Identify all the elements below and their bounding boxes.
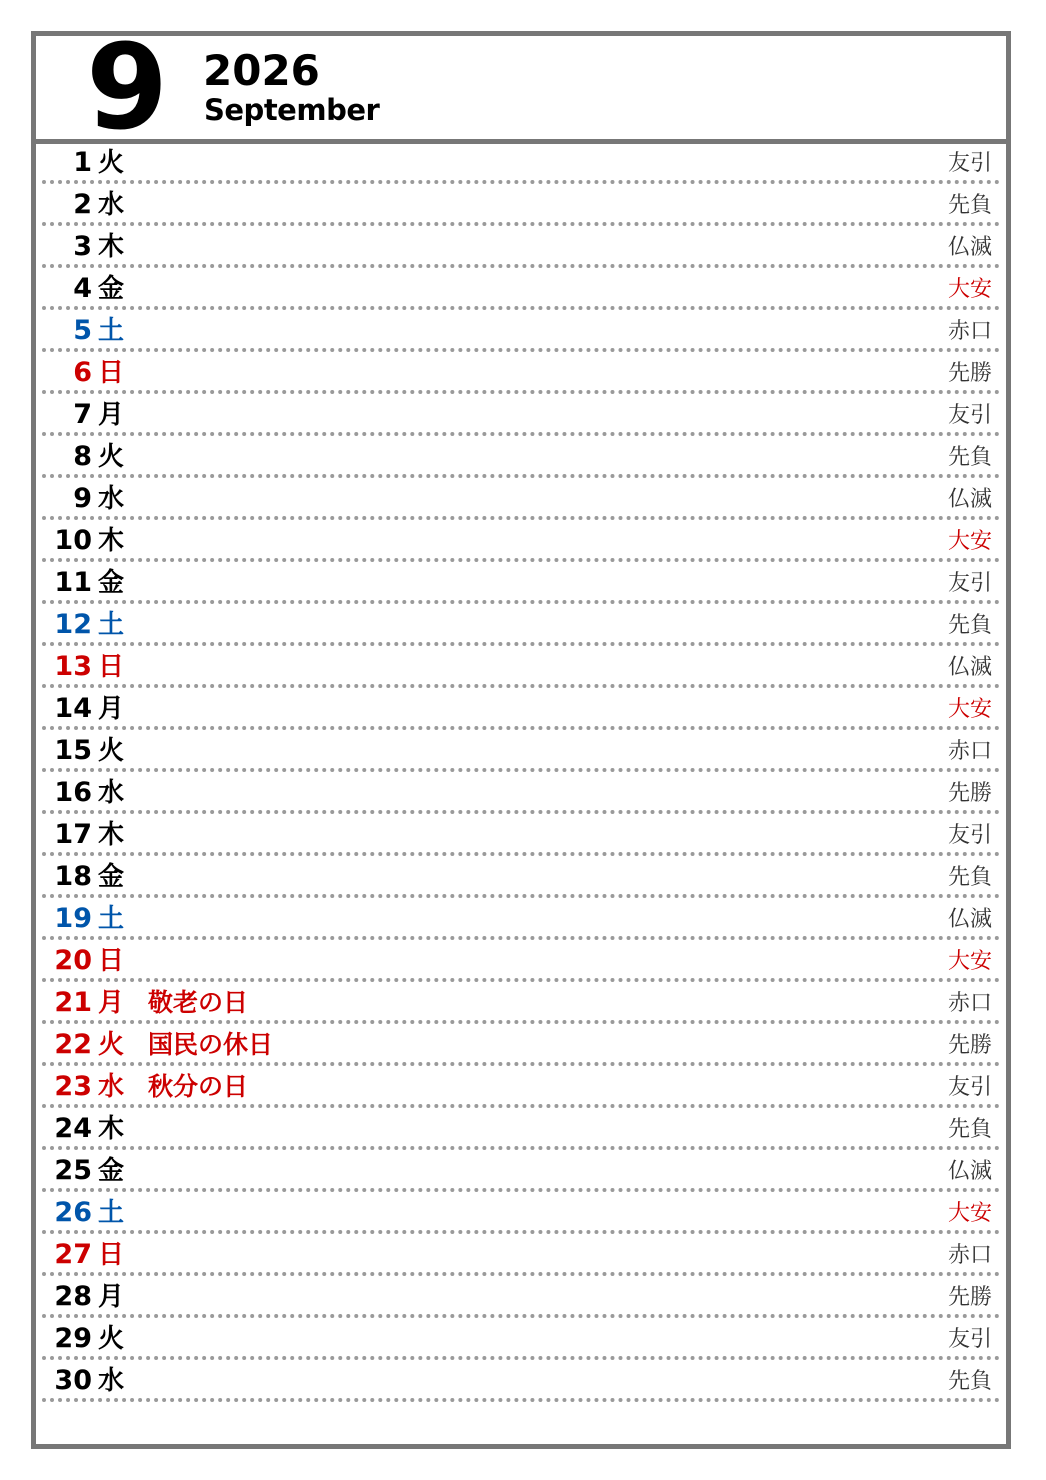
day-of-week: 水 [98,778,125,808]
rokuyo-label: 友引 [947,1075,992,1100]
rokuyo-label: 大安 [947,529,992,554]
rokuyo-label: 赤口 [947,991,992,1016]
day-of-week: 水 [98,1072,125,1102]
day-number: 4 [73,273,92,304]
rokuyo-label: 仏滅 [947,487,992,512]
calendar-frame [31,18,1011,1449]
day-row [36,1320,1006,1362]
day-of-week: 土 [98,904,125,934]
day-row [36,270,1006,312]
rokuyo-label: 友引 [947,571,992,596]
day-row [36,1194,1006,1236]
rokuyo-label: 仏滅 [947,1159,992,1184]
holiday-name: 敬老の日 [148,988,249,1017]
day-row [36,186,1006,228]
day-row [36,984,1006,1026]
day-of-week: 火 [98,148,125,178]
day-of-week: 水 [98,484,125,514]
rokuyo-label: 大安 [947,1201,992,1226]
day-of-week: 金 [98,274,125,304]
rokuyo-label: 友引 [947,151,992,176]
day-row [36,774,1006,816]
day-row [36,354,1006,396]
day-of-week: 日 [98,1240,125,1270]
day-row [36,732,1006,774]
day-row [36,1362,1006,1404]
rokuyo-label: 赤口 [947,319,992,344]
day-of-week: 火 [98,1030,125,1060]
holiday-name: 秋分の日 [148,1072,249,1101]
day-of-week: 火 [98,1324,125,1354]
day-number: 17 [54,819,92,850]
day-row [36,1026,1006,1068]
rokuyo-label: 先勝 [947,1033,992,1058]
day-of-week: 水 [98,1366,125,1396]
day-row [36,1278,1006,1320]
day-of-week: 月 [98,988,125,1018]
rokuyo-label: 先負 [947,1117,992,1142]
day-row [36,396,1006,438]
rokuyo-label: 友引 [947,823,992,848]
calendar-header [36,18,1006,156]
rokuyo-label: 仏滅 [947,655,992,680]
day-number: 29 [54,1323,92,1354]
rokuyo-label: 友引 [947,1327,992,1352]
rokuyo-label: 先勝 [947,781,992,806]
day-number: 8 [73,441,92,472]
day-row [36,648,1006,690]
rokuyo-label: 赤口 [947,1243,992,1268]
day-of-week: 月 [98,1282,125,1312]
day-of-week: 木 [98,232,125,262]
day-number: 19 [54,903,92,934]
day-number: 14 [54,693,92,724]
day-of-week: 土 [98,610,125,640]
day-number: 6 [73,357,92,388]
day-row [36,942,1006,984]
day-number: 20 [54,945,92,976]
day-row [36,522,1006,564]
day-of-week: 金 [98,862,125,892]
day-of-week: 木 [98,820,125,850]
day-of-week: 火 [98,442,125,472]
rokuyo-label: 先負 [947,613,992,638]
month-name: September [204,93,380,127]
rokuyo-label: 仏滅 [947,235,992,260]
day-number: 22 [54,1029,92,1060]
day-number: 28 [54,1281,92,1312]
day-row [36,144,1006,186]
rokuyo-label: 先負 [947,1369,992,1394]
year-label: 2026 [203,46,320,95]
day-row [36,816,1006,858]
day-of-week: 金 [98,1156,125,1186]
day-number: 24 [54,1113,92,1144]
day-number: 9 [73,483,92,514]
rokuyo-label: 大安 [947,277,992,302]
day-row [36,228,1006,270]
day-of-week: 木 [98,526,125,556]
day-of-week: 日 [98,946,125,976]
day-row [36,480,1006,522]
rokuyo-label: 先勝 [947,1285,992,1310]
day-number: 21 [54,987,92,1018]
day-row [36,312,1006,354]
day-number: 13 [54,651,92,682]
day-of-week: 月 [98,400,125,430]
day-row [36,1068,1006,1110]
rokuyo-label: 仏滅 [947,907,992,932]
day-of-week: 木 [98,1114,125,1144]
day-row [36,690,1006,732]
day-number: 1 [73,147,92,178]
day-number: 23 [54,1071,92,1102]
rokuyo-label: 赤口 [947,739,992,764]
day-of-week: 金 [98,568,125,598]
day-number: 26 [54,1197,92,1228]
day-row [36,1236,1006,1278]
rokuyo-label: 先負 [947,445,992,470]
day-number: 11 [54,567,92,598]
day-of-week: 月 [98,694,125,724]
day-row [36,1110,1006,1152]
day-number: 25 [54,1155,92,1186]
day-of-week: 水 [98,190,125,220]
day-number: 7 [73,399,92,430]
day-of-week: 土 [98,316,125,346]
day-of-week: 日 [98,358,125,388]
day-of-week: 日 [98,652,125,682]
day-number: 10 [54,525,92,556]
day-number: 27 [54,1239,92,1270]
holiday-name: 国民の休日 [148,1030,274,1059]
rokuyo-label: 大安 [947,697,992,722]
rokuyo-label: 先勝 [947,361,992,386]
day-row [36,1152,1006,1194]
day-row [36,900,1006,942]
rokuyo-label: 友引 [947,403,992,428]
day-number: 3 [73,231,92,262]
rokuyo-label: 先負 [947,865,992,890]
rokuyo-label: 先負 [947,193,992,218]
day-number: 30 [54,1365,92,1396]
day-number: 12 [54,609,92,640]
day-number: 15 [54,735,92,766]
day-list [36,144,1006,1404]
day-number: 18 [54,861,92,892]
rokuyo-label: 大安 [947,949,992,974]
day-number: 16 [54,777,92,808]
day-of-week: 土 [98,1198,125,1228]
day-of-week: 火 [98,736,125,766]
day-row [36,438,1006,480]
day-row [36,564,1006,606]
day-number: 2 [73,189,92,220]
month-number: 9 [86,18,169,156]
day-row [36,858,1006,900]
day-number: 5 [73,315,92,346]
day-row [36,606,1006,648]
